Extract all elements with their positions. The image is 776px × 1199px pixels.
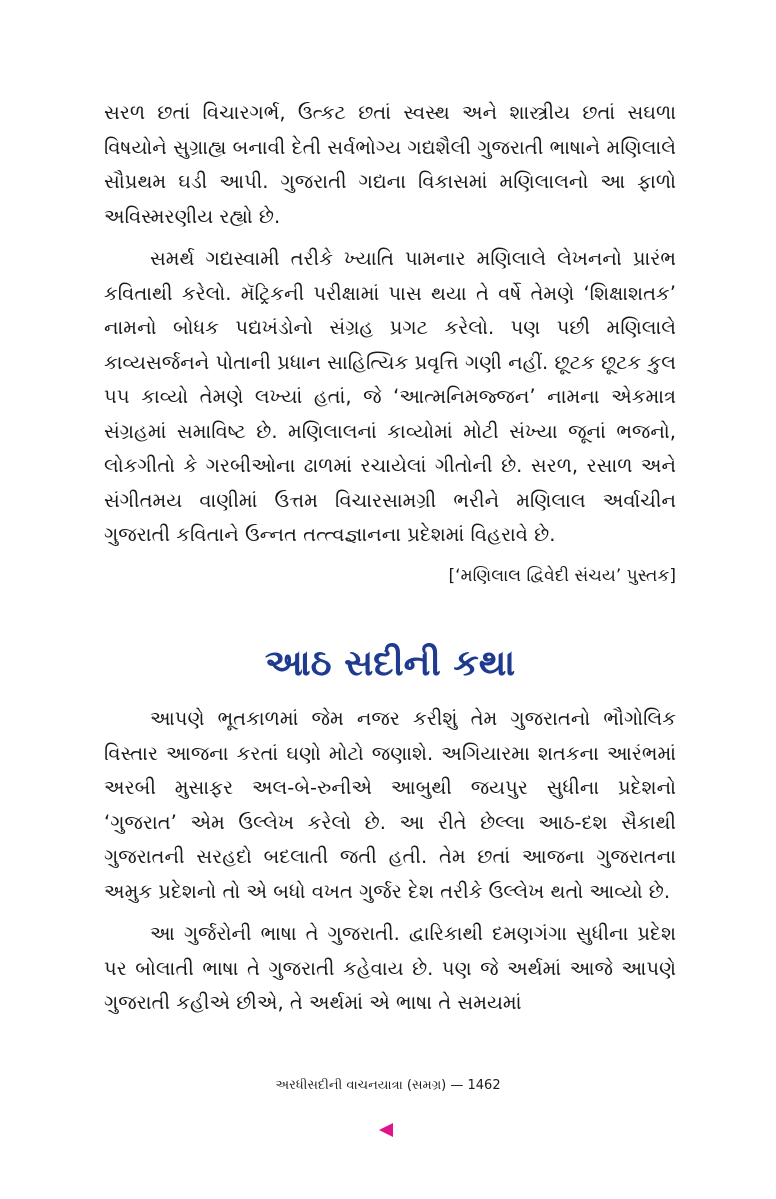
section-heading: આઠ સદીની કથા <box>264 643 516 684</box>
section-1 <box>104 96 676 591</box>
previous-page-icon[interactable] <box>379 1123 393 1137</box>
paragraph-4: આ ગુર્જરોની ભાષા તે ગુજરાતી. દ્વારિકાથી દમણગંગા સુધીના પ્રદેશ પર બોલાતી ભાષા તે ગુજરાતી કહેવાય છે. પણ જે અર્થમાં આજે આપણે ગુજરાતી કહીએ છીએ, તે અર્થમાં એ ભાષા તે સમયમાં <box>104 922 676 1014</box>
source-citation: [‘મણિલાલ દ્વિવેદી સંચય’ પુસ્તક] <box>448 565 676 586</box>
page-footer: અરધીસદીની વાચનયાત્રા (સમગ્ર) — 1462 <box>275 1078 501 1093</box>
section-2 <box>104 702 676 1029</box>
paragraph-2: સમર્થ ગદ્યસ્વામી તરીકે ખ્યાતિ પામનાર મણિલાલે લેખનનો પ્રારંભ કવિતાથી કરેલો. મૅટ્રિકની પરીક્ષામાં પાસ થયા તે વર્ષે તેમણે ‘શિક્ષાશતક’ નામનો બોધક પદ્યખંડોનો સંગ્રહ પ્રગટ કરેલો. પણ પછી મણિલાલે કાવ્યસર્જનને પોતાની પ્રધાન સાહિત્યિક પ્રવૃત્તિ ગણી નહીં. છૂટક છૂટક કુલ ૫૫ કાવ્યો તેમણે લખ્યાં હતાં, જે ‘આત્મનિમજ્જન’ નામના એકમાત્ર સંગ્રહમાં સમાવિષ્ટ છે. મણિલાલનાં કાવ્યોમાં મોટી સંખ્યા જૂનાં ભજનો, લોકગીતો કે ગરબીઓના ઢાળમાં રચાયેલાં ગીતોની છે. સરળ, રસાળ અને સંગીતમય વાણીમાં ઉત્તમ વિચારસામગ્રી ભરીને મણિલાલ અર્વાચીન ગુજરાતી કવિતાને ઉન્નત તત્ત્વજ્ઞાનના પ્રદેશમાં વિહરાવે છે. <box>104 247 676 546</box>
paragraph-1: સરળ છતાં વિચારગર્ભ, ઉત્કટ છતાં સ્વસ્થ અને શાસ્ત્રીય છતાં સઘળા વિષયોને સુગ્રાહ્ય બનાવી દેતી સર્વભોગ્ય ગદ્યશૈલી ગુજરાતી ભાષાને મણિલાલે સૌપ્રથમ ઘડી આપી. ગુજરાતી ગદ્યના વિકાસમાં મણિલાલનો આ ફાળો અવિસ્મરણીય રહ્યો છે. <box>104 101 676 228</box>
paragraph-3: આપણે ભૂતકાળમાં જેમ નજર કરીશું તેમ ગુજરાતનો ભૌગોલિક વિસ્તાર આજના કરતાં ઘણો મોટો જણાશે. અગિયારમા શતકના આરંભમાં અરબી મુસાફર અલ-બે-રુનીએ આબુથી જયપુર સુધીના પ્રદેશનો ‘ગુજરાત’ એમ ઉલ્લેખ કરેલો છે. આ રીતે છેલ્લા આઠ-દશ સૈકાથી ગુજરાતની સરહદો બદલાતી જતી હતી. તેમ છતાં આજના ગુજરાતના અમુક પ્રદેશનો તો એ બધો વખત ગુર્જર દેશ તરીકે ઉલ્લેખ થતો આવ્યો છે. <box>104 707 676 903</box>
